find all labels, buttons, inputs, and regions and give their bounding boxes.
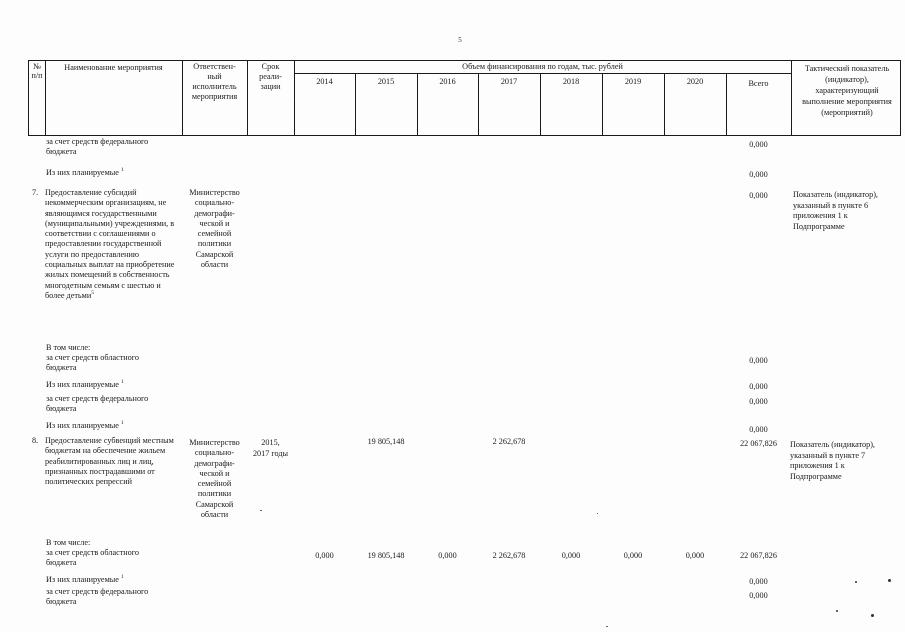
header-year: 2018 xyxy=(562,77,580,86)
item-total: 22 067,826 xyxy=(740,439,777,448)
header-top-border xyxy=(28,60,901,61)
item-total: 0,000 xyxy=(749,191,768,200)
row-label-planned: Из них планируемые $^1$ xyxy=(46,574,124,584)
row-label-regional: за счет средств областного бюджета xyxy=(46,353,140,372)
row-label-federal: за счет средств федерального бюджета xyxy=(46,137,149,156)
item-responsible: Министерство социально- демографи- ческой и семейной политики Самарской области xyxy=(189,438,240,520)
header-responsible: Ответствен- ный исполнитель мероприятия xyxy=(191,62,238,101)
row-value-2015: 19 805,148 xyxy=(367,551,405,560)
including-label: В том числе: xyxy=(46,343,91,352)
scan-speck xyxy=(888,579,891,582)
row-value-2018: 0,000 xyxy=(561,551,581,560)
header-funding: Объем финансирования по годам, тыс. рублей xyxy=(462,62,623,71)
row-total: 0,000 xyxy=(749,356,768,365)
row-value-2014: 0,000 xyxy=(315,551,334,560)
scan-speck xyxy=(606,626,608,627)
row-value-2017: 2 262,678 xyxy=(492,551,526,560)
item-number: 8. xyxy=(32,436,39,445)
row-total: 0,000 xyxy=(749,140,768,149)
row-label-planned: Из них планируемые $^1$ xyxy=(46,420,124,430)
row-value-2016: 0,000 xyxy=(438,551,457,560)
header-year: 2017 xyxy=(500,77,518,86)
including-label: В том числе: xyxy=(46,538,91,547)
header-name: Наименование мероприятия xyxy=(64,63,163,72)
years-row-border xyxy=(294,73,791,74)
scan-speck xyxy=(260,510,262,511)
page-number: 5 xyxy=(458,36,462,44)
header-year: 2014 xyxy=(316,77,333,86)
row-label-regional: за счет средств областного бюджета xyxy=(46,548,140,567)
item-name: Предоставление субвенций местным бюджетам на обеспечение жильем реабилитированных лиц и лиц, признанных пострадавшими от политических репрессий xyxy=(45,436,174,487)
row-label-federal: за счет средств федерального бюджета xyxy=(46,394,149,413)
row-total: 0,000 xyxy=(749,382,768,391)
header-year: 2020 xyxy=(686,77,704,86)
row-total: 0,000 xyxy=(749,591,768,600)
header-bottom-border xyxy=(28,135,901,136)
row-label-federal: за счет средств федерального бюджета xyxy=(46,587,149,606)
scan-speck xyxy=(836,610,838,612)
scan-speck xyxy=(871,614,874,617)
row-label-planned: Из них планируемые $^1$ xyxy=(46,167,124,177)
header-num: № п/п xyxy=(31,62,43,80)
item-indicator: Показатель (индикатор), указанный в пункте 7 приложения 1 к Подпрограмме xyxy=(790,440,875,481)
row-total: 22 067,826 xyxy=(740,551,777,560)
header-year: 2015 xyxy=(377,77,395,86)
row-label-planned: Из них планируемые $^1$ xyxy=(46,379,124,389)
header-year: 2016 xyxy=(439,77,456,86)
header-total: Всего xyxy=(748,79,769,88)
item-number: 7. xyxy=(32,188,39,197)
item-value-2017: 2 262,678 xyxy=(492,437,526,446)
scan-speck xyxy=(855,581,857,583)
header-indicator: Тактический показатель (индикатор), характеризующий выполнение мероприятия (мероприятий) xyxy=(802,64,892,117)
row-total: 0,000 xyxy=(749,170,768,179)
item-responsible: Министерство социально- демографи- ческой и семейной политики Самарской области xyxy=(189,188,240,270)
row-value-2019: 0,000 xyxy=(623,551,643,560)
header-year: 2019 xyxy=(624,77,642,86)
item-name: Предоставление субсидий некоммерческим организациям, не являющимся государственными (муниципальными) учреждениями, в соответствии с соглашениями о предоставлении государственной услуги по предоставлению социальных выплат на приобретение жилых помещений в собственность многодетным семьям с шестью и более детьми$^5$ xyxy=(45,188,175,300)
row-total: 0,000 xyxy=(749,425,768,434)
row-total: 0,000 xyxy=(749,577,768,586)
item-value-2015: 19 805,148 xyxy=(367,437,405,446)
scan-speck xyxy=(597,513,598,514)
item-indicator: Показатель (индикатор), указанный в пункте 6 приложения 1 к Подпрограмме xyxy=(793,190,878,231)
row-value-2020: 0,000 xyxy=(685,551,705,560)
scan-speck xyxy=(294,100,295,101)
row-total: 0,000 xyxy=(749,397,768,406)
header-term: Срок реали- зации xyxy=(259,62,282,91)
item-term: 2015, 2017 годы xyxy=(252,438,289,458)
